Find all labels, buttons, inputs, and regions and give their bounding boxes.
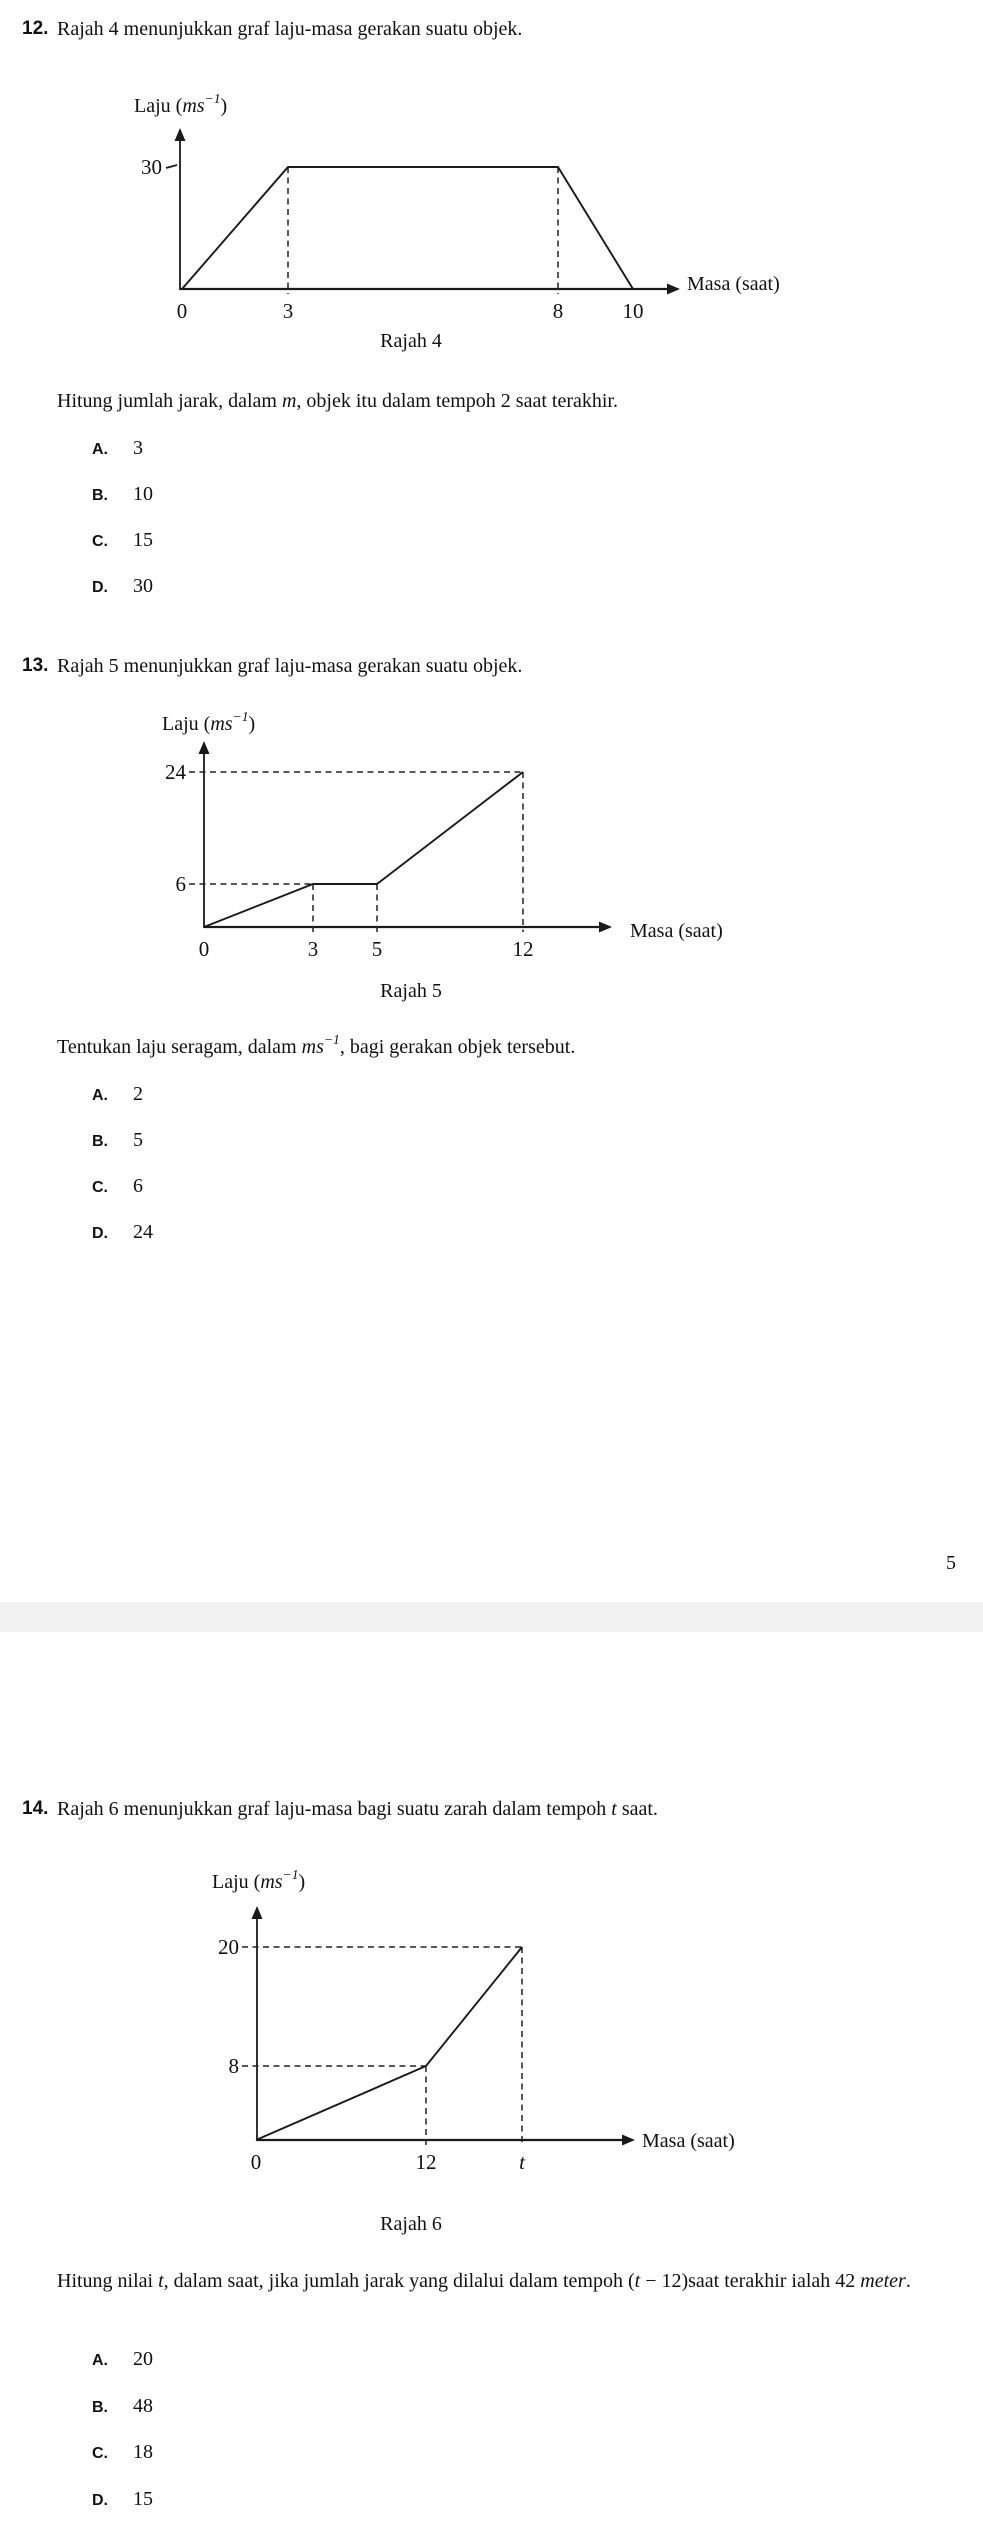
option-value: 30 bbox=[133, 575, 153, 597]
x-axis-arrow-icon bbox=[599, 922, 612, 933]
option-value: 24 bbox=[133, 1221, 153, 1243]
x-tick-label: 3 bbox=[307, 937, 319, 961]
y-tick-label: 20 bbox=[218, 1935, 239, 1959]
y-axis-arrow-icon bbox=[199, 741, 210, 754]
option-value: 10 bbox=[133, 483, 153, 505]
option-letter: C. bbox=[92, 1179, 108, 1196]
figure-caption: Rajah 4 bbox=[380, 330, 442, 352]
question-text: Rajah 4 menunjukkan graf laju-masa gerakan suatu objek. bbox=[57, 18, 523, 40]
option-letter: B. bbox=[92, 2399, 108, 2416]
option-value: 18 bbox=[133, 2441, 153, 2463]
speed-time-line bbox=[256, 1947, 522, 2140]
option-value: 6 bbox=[133, 1175, 143, 1197]
option-row bbox=[92, 2348, 153, 2371]
x-tick-label: 0 bbox=[198, 937, 210, 961]
y-axis-label: Laju $(ms^{-1})$ bbox=[134, 91, 228, 117]
option-row bbox=[92, 529, 153, 552]
x-tick-label: 10 bbox=[622, 299, 644, 323]
option-row bbox=[92, 1175, 143, 1198]
x-axis-label: Masa (saat) bbox=[630, 920, 723, 942]
option-row bbox=[92, 1129, 143, 1152]
y-axis-label: Laju $(ms^{-1})$ bbox=[212, 1867, 306, 1893]
question-number: 13. bbox=[22, 655, 49, 676]
option-row bbox=[92, 2441, 153, 2464]
option-value: 15 bbox=[133, 2488, 153, 2510]
option-row bbox=[92, 1221, 153, 1244]
speed-time-line bbox=[182, 167, 633, 289]
x-tick-label: 8 bbox=[552, 299, 564, 323]
y-axis-arrow-icon bbox=[175, 128, 186, 141]
option-value: 20 bbox=[133, 2348, 153, 2370]
question-prompt: Hitung jumlah jarak, dalam m, objek itu dalam tempoh 2 saat terakhir. bbox=[57, 390, 618, 412]
option-letter: A. bbox=[92, 2352, 108, 2369]
option-value: 5 bbox=[133, 1129, 143, 1151]
option-row bbox=[92, 437, 143, 460]
x-tick-label: 5 bbox=[371, 937, 383, 961]
figure-caption: Rajah 5 bbox=[380, 980, 442, 1002]
question-text: Rajah 6 menunjukkan graf laju-masa bagi suatu zarah dalam tempoh t saat. bbox=[57, 1798, 658, 1820]
option-row bbox=[92, 2395, 153, 2418]
option-letter: D. bbox=[92, 2492, 108, 2509]
y-axis-arrow-icon bbox=[252, 1906, 263, 1919]
rajah-5-speed-time-graph bbox=[165, 741, 612, 961]
x-tick-label: 12 bbox=[512, 937, 534, 961]
y-axis-label: Laju $(ms^{-1})$ bbox=[162, 709, 256, 735]
question-number: 12. bbox=[22, 18, 49, 39]
x-tick-label: t bbox=[519, 2150, 525, 2174]
x-tick-label: 0 bbox=[176, 299, 188, 323]
rajah-6-speed-time-graph bbox=[218, 1906, 635, 2174]
figure-caption: Rajah 6 bbox=[380, 2213, 442, 2235]
x-axis-arrow-icon bbox=[622, 2135, 635, 2146]
rajah-4-speed-time-graph bbox=[141, 128, 680, 323]
option-letter: A. bbox=[92, 441, 108, 458]
page-number: 5 bbox=[946, 1552, 956, 1574]
question-prompt: Hitung nilai t, dalam saat, jika jumlah jarak yang dilalui dalam tempoh (t − 12)saat terakhir ialah 42 meter. bbox=[57, 2270, 911, 2292]
y-tick-label: 8 bbox=[228, 2054, 239, 2078]
question-number: 14. bbox=[22, 1798, 49, 1819]
x-tick-label: 0 bbox=[250, 2150, 262, 2174]
option-letter: C. bbox=[92, 2445, 108, 2462]
option-row bbox=[92, 2488, 153, 2511]
option-letter: D. bbox=[92, 579, 108, 596]
option-value: 2 bbox=[133, 1083, 143, 1105]
option-letter: D. bbox=[92, 1225, 108, 1242]
option-row bbox=[92, 483, 153, 506]
page-separator bbox=[0, 1602, 983, 1632]
option-letter: B. bbox=[92, 1133, 108, 1150]
x-axis-label: Masa (saat) bbox=[687, 273, 780, 295]
option-value: 3 bbox=[133, 437, 143, 459]
option-letter: A. bbox=[92, 1087, 108, 1104]
option-value: 15 bbox=[133, 529, 153, 551]
y-tick-label: 24 bbox=[165, 760, 186, 784]
x-axis-arrow-icon bbox=[667, 284, 680, 295]
question-prompt: Tentukan laju seragam, dalam $ms^{-1}$, bagi gerakan objek tersebut. bbox=[57, 1032, 576, 1058]
x-tick-label: 12 bbox=[415, 2150, 437, 2174]
option-row bbox=[92, 575, 153, 598]
question-text: Rajah 5 menunjukkan graf laju-masa gerakan suatu objek. bbox=[57, 655, 523, 677]
speed-time-line bbox=[204, 772, 523, 927]
option-letter: C. bbox=[92, 533, 108, 550]
y-tick-label: 30 bbox=[141, 155, 162, 179]
x-tick-label: 3 bbox=[282, 299, 294, 323]
option-value: 48 bbox=[133, 2395, 153, 2417]
option-row bbox=[92, 1083, 143, 1106]
x-axis-label: Masa (saat) bbox=[642, 2130, 735, 2152]
y-tick-label: 6 bbox=[175, 872, 186, 896]
option-letter: B. bbox=[92, 487, 108, 504]
